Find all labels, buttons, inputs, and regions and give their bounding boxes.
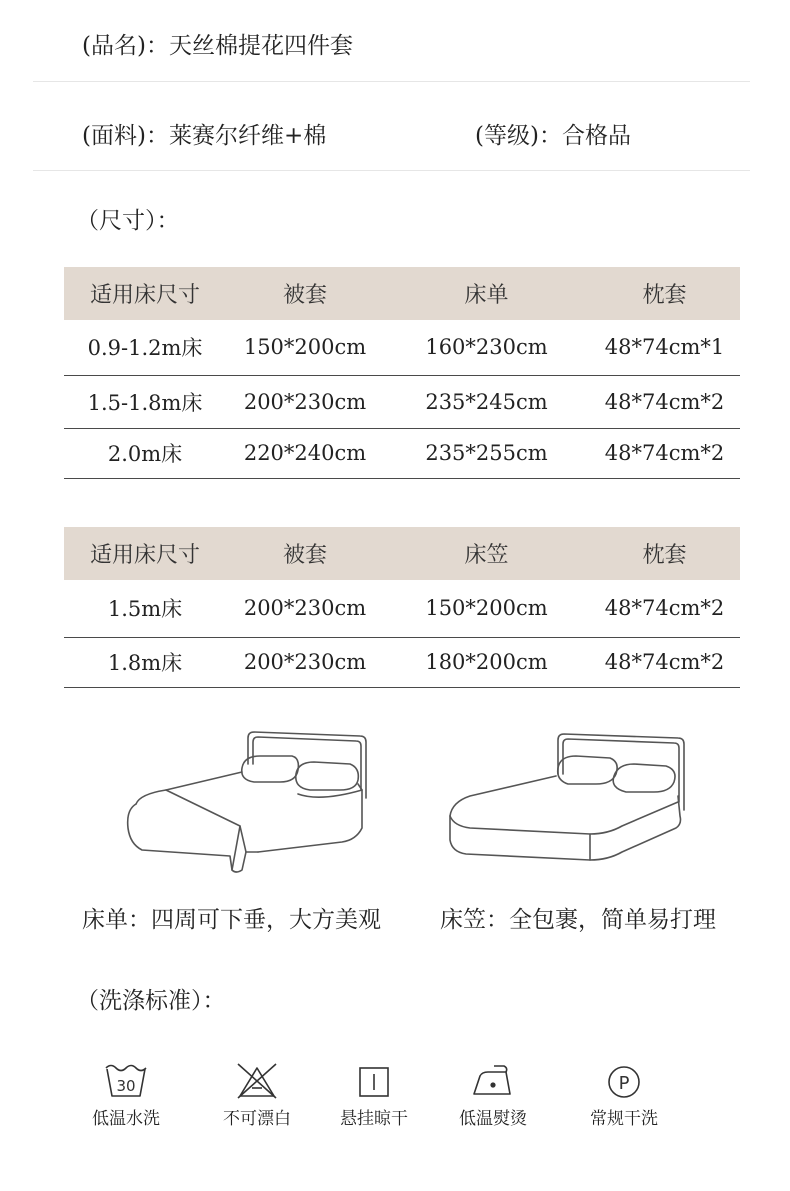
product-name-row [82,31,353,61]
grade-value: 合格品 [561,123,631,149]
header-pillowcase: 枕套 [589,267,740,320]
cell-duvet: 220*240cm [226,428,384,478]
product-name-label: (品名)： [82,33,169,59]
table-row [64,428,740,478]
table-header-row [64,267,740,320]
fabric-row [82,121,326,151]
dry-clean-symbol: P [618,1073,630,1094]
header-fitted-sheet: 床笠 [384,527,589,580]
cell-duvet: 200*230cm [226,375,384,428]
table-row [64,580,740,637]
cell-pillowcase: 48*74cm*1 [589,320,740,375]
care-item-no-bleach [202,1062,312,1130]
cell-sheet: 235*255cm [384,428,589,478]
grade-row [475,121,631,151]
cell-fitted-sheet: 150*200cm [384,580,589,637]
divider [33,81,750,82]
table-header-row [64,527,740,580]
dry-clean-p-icon [601,1062,647,1100]
care-label: 常规干洗 [590,1109,658,1129]
header-sheet: 床单 [384,267,589,320]
care-label: 低温水洗 [92,1109,160,1129]
cell-bed-size: 0.9-1.2m床 [64,320,226,375]
flat-sheet-caption: 床单：四周可下垂，大方美观 [82,907,381,933]
cell-fitted-sheet: 180*200cm [384,637,589,687]
size-table-fitted [64,527,740,688]
wash-temperature: 30 [116,1077,136,1095]
cell-duvet: 200*230cm [226,637,384,687]
care-item-line-dry [319,1062,429,1130]
product-name-value: 天丝棉提花四件套 [168,33,353,59]
care-label: 悬挂晾干 [340,1109,408,1129]
cell-pillowcase: 48*74cm*2 [589,375,740,428]
fitted-sheet-caption: 床笠：全包裹，简单易打理 [440,907,716,933]
wash-30-icon [103,1062,149,1100]
cell-sheet: 235*245cm [384,375,589,428]
cell-sheet: 160*230cm [384,320,589,375]
care-item-dry-clean [569,1062,679,1130]
header-bed-size: 适用床尺寸 [64,267,226,320]
care-label: 低温熨烫 [459,1109,527,1129]
header-pillowcase: 枕套 [589,527,740,580]
table-row [64,637,740,687]
cell-duvet: 150*200cm [226,320,384,375]
size-table-sheet [64,267,740,479]
fabric-value: 莱赛尔纤维+棉 [168,123,327,149]
header-duvet: 被套 [226,267,384,320]
fabric-label: (面料)： [82,123,169,149]
cell-bed-size: 1.8m床 [64,637,226,687]
size-section-title: （尺寸）： [76,208,180,234]
table-row [64,375,740,428]
cell-pillowcase: 48*74cm*2 [589,580,740,637]
care-label: 不可漂白 [223,1109,291,1129]
no-bleach-icon [234,1062,280,1100]
fitted-sheet-bed-illustration [440,730,690,878]
cell-bed-size: 1.5m床 [64,580,226,637]
line-dry-icon [351,1062,397,1100]
grade-label: (等级)： [475,123,562,149]
cell-pillowcase: 48*74cm*2 [589,637,740,687]
care-item-wash [71,1062,181,1130]
table-row [64,320,740,375]
header-duvet: 被套 [226,527,384,580]
divider [33,170,750,171]
care-item-iron [438,1062,548,1130]
cell-bed-size: 1.5-1.8m床 [64,375,226,428]
iron-low-icon [470,1062,516,1100]
wash-section-title: （洗涤标准）： [76,988,226,1014]
flat-sheet-bed-illustration [120,728,370,878]
cell-bed-size: 2.0m床 [64,428,226,478]
cell-duvet: 200*230cm [226,580,384,637]
header-bed-size: 适用床尺寸 [64,527,226,580]
cell-pillowcase: 48*74cm*2 [589,428,740,478]
